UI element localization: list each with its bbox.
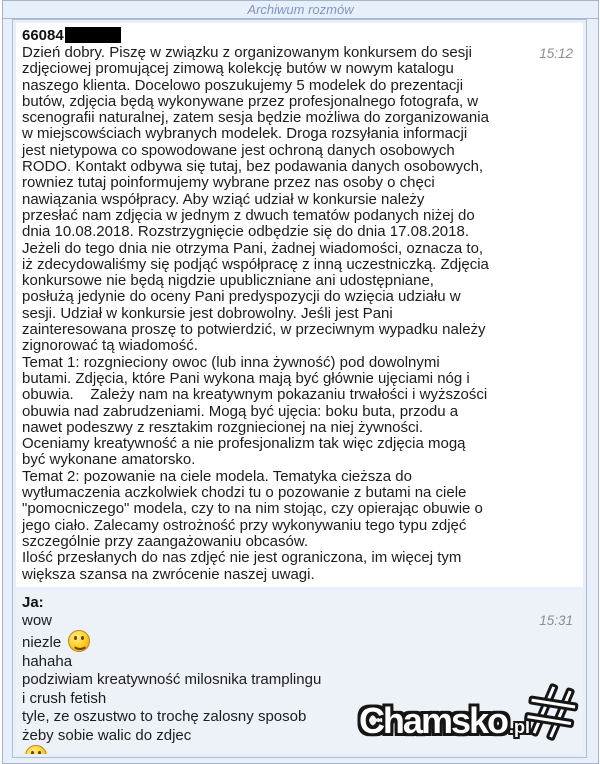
message-line: Jeżeli do tego dnia nie otrzyma Pani, żadnej wiadomości, oznacza to, [22,239,484,257]
message-line: posłużą jedynie do oceny Pani predyspozycji do wzięcia udziału w [22,288,461,306]
message-line: zignorować tą wiadomość. [22,337,198,355]
message-line: podziwiam kreatywność milosnika tramplingu [22,671,322,689]
chamsko-logo-suffix: .pl [509,717,530,737]
smiley-icon [25,745,47,754]
archive-window [2,0,599,764]
message-line: Temat 2: pozowanie na ciele modela. Tematyka cieższa do [22,467,412,485]
message-line: rowniez tutaj poinformujemy wybrane przez nas osoby o chęci [22,174,435,192]
message-time: 15:31 [539,612,573,628]
message-author: 66084 [22,27,64,44]
message-line: sesji. Udział w konkursie jest dobrowolny. Jeśli jest Pani [22,304,393,322]
censored-author-box [65,27,121,43]
message-line: Temat 1: rozgnieciony owoc (lub inna żywność) pod dowolnymi [22,353,440,371]
message-line: butami. Zdjęcia, które Pani wykona mają być głównie ujęciami nóg i [22,369,470,387]
message-author: Ja: [22,593,44,611]
message-line: wytłumaczenia aczkolwiek chodzi tu o pozowanie z butami na ciele [22,484,467,502]
message-line: nawet podeszwy z resztakim rozgniecionej na niej żywności. [22,418,424,436]
message-line: dnia 10.08.2018. Rozstrzygnięcie odbędzie się do dnia 17.08.2018. [22,223,469,241]
page-title: Archiwum rozmów [247,2,354,17]
message-line: naszego klienta. Docelowo poszukujemy 5 modelek do prezentacji [22,76,464,94]
message-line: jego ciało. Zalecamy ostrożność przy wykonywaniu tego typu zdjęć [22,516,467,534]
message-body [22,45,575,583]
message-line: żeby sobie walic do zdjec [22,726,192,744]
message-received [16,23,583,587]
titlebar [3,1,598,18]
message-line: tyle, ze oszustwo to trochę zalosny sposob [22,708,307,726]
message-line: nawiązania współpracy. Aby wziąć udział w konkursie należy [22,190,425,208]
message-line: "pomocniczego" modela, czy to na nim stojąc, czy opierając obuwie o [22,500,483,518]
message-line: scenografii naturalnej, zatem sesja będzie możliwa do zorganizowania [22,109,489,127]
message-line: konkursowe nie będą nigdzie upubliczniane ani udostępniane, [22,272,434,290]
smiley-icon [68,630,90,652]
message-line: zdjęciowej promującej zimową kolekcję butów w nowym katalogu [22,60,454,78]
message-line: hahaha [22,652,73,670]
message-line: szczególnie przy zaangażowaniu obcasów. [22,532,309,550]
conversation-list [12,19,587,758]
message-line: zainteresowana proszę to potwierdzić, w przeciwnym wypadku należy [22,321,486,339]
message-line: butów, zdjęcia będą wykonywane przez profesjonalnego fotografa, w [22,92,479,110]
message-line: iż zdecydowaliśmy się podjąć współpracę z inną uczestniczką. Zdjęcia [22,255,489,273]
message-line: Oceniamy kreatywność a nie profesjonalizm tak więc zdjęcia mogą [22,435,466,453]
message-line: Dzień dobry. Piszę w związku z organizowanym konkursem do sesji [22,44,472,61]
message-line: i crush fetish [22,689,107,707]
message-line: jest nietypowa co spowodowane jest ochroną danych osobowych [22,141,455,159]
message-time: 15:12 [539,46,573,61]
message-line: Ilość przesłanych do nas zdjęć nie jest ograniczona, im więcej tym [22,549,462,567]
chamsko-logo-text: Chamsko [358,700,507,741]
message-line: RODO. Kontakt odbywa się tutaj, bez podawania danych osobowych, [22,158,484,176]
message-line: niezle [22,630,575,653]
message-line: większa szansa na zwrócenie naszej uwagi. [22,565,315,583]
message-line: wow [22,611,53,629]
message-line [22,745,575,754]
message-line: obuwia. Zależy nam na kreatywnym pokazaniu trwałości i wyższości [22,386,488,404]
message-line: przesłać nam zdjęcia w jednym z dwuch tematów podanych niżej do [22,206,475,224]
message-line: być wykonane amatorsko. [22,451,196,469]
message-line: obuwia nad zabrudzeniami. Mogą być ujęcia: boku buta, przodu a [22,402,459,420]
message-line: w miejscowściach wybranych modelek. Droga rozsyłania informacji [22,125,468,143]
chamsko-watermark [359,700,530,742]
